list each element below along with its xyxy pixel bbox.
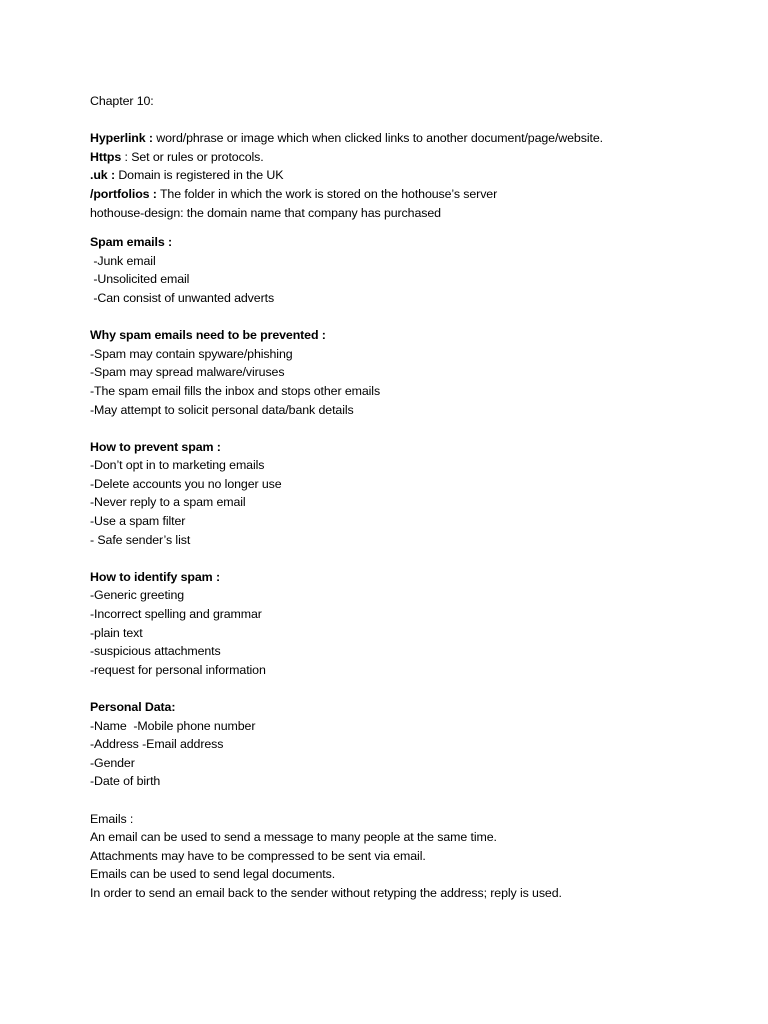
list-item: -suspicious attachments [90,644,221,659]
definition-term: Https [90,149,122,164]
document-page [90,92,740,903]
definition-domain-name [90,204,740,223]
section-heading: How to identify spam : [90,569,220,584]
definition-hyperlink [90,129,740,148]
section-heading: How to prevent spam : [90,439,221,454]
chapter-title: Chapter 10: [90,94,154,108]
spacer [90,549,740,568]
list-item: -Date of birth [90,774,161,789]
section-heading: Spam emails : [90,235,173,250]
list-item: -Can consist of unwanted adverts [90,290,275,305]
list-item: -Junk email [90,253,156,268]
list-item: -Never reply to a spam email [90,495,246,510]
list-item: -Address -Email address [90,737,224,752]
emails-section [90,810,740,903]
list-item: -Spam may contain spyware/phishing [90,346,293,361]
section-heading: Personal Data: [90,700,176,714]
definition-term: .uk : [90,168,115,183]
definitions-block [90,129,740,222]
list-item: -Delete accounts you no longer use [90,476,282,491]
definition-text: word/phrase or image which when clicked links to another document/page/website. [152,131,603,146]
list-item: -Generic greeting [90,588,185,603]
how-prevent-section [90,438,740,550]
definition-term: /portfolios : [90,186,157,201]
list-item: -Spam may spread malware/viruses [90,365,285,380]
spacer [90,791,740,810]
list-item: -The spam email fills the inbox and stops other emails [90,383,381,398]
definition-term: Hyperlink : [90,131,153,146]
spacer [90,308,740,327]
list-item: -Use a spam filter [90,514,186,529]
definition-text: The folder in which the work is stored on the hothouse’s server [156,186,498,201]
definition-https [90,148,740,167]
list-item: In order to send an email back to the sender without retyping the address; reply is used. [90,885,562,900]
list-item: -Gender [90,755,135,770]
list-item: - Safe sender’s list [90,532,191,547]
list-item: -request for personal information [90,662,266,677]
definition-text: Domain is registered in the UK [114,168,284,183]
spacer [90,679,740,698]
section-heading: Why spam emails need to be prevented : [90,328,326,343]
spacer [90,111,740,130]
spam-emails-section [90,233,740,307]
personal-data-section [90,698,740,791]
section-heading: Emails : [90,811,134,826]
list-item: Attachments may have to be compressed to be sent via email. [90,848,426,863]
definition-uk [90,166,740,185]
spacer [90,222,740,233]
how-identify-section [90,568,740,680]
list-item: -plain text [90,625,143,640]
why-prevent-section [90,326,740,419]
list-item: -May attempt to solicit personal data/bank details [90,402,354,417]
definition-portfolios [90,185,740,204]
list-item: -Don’t opt in to marketing emails [90,458,265,473]
list-item: Emails can be used to send legal documents. [90,867,336,882]
list-item: -Unsolicited email [90,272,190,287]
list-item: -Incorrect spelling and grammar [90,607,262,622]
spacer [90,419,740,438]
definition-text: hothouse-design: the domain name that company has purchased [90,205,441,220]
list-item: An email can be used to send a message to many people at the same time. [90,830,497,845]
list-item: -Name -Mobile phone number [90,718,256,733]
definition-text: : Set or rules or protocols. [121,149,264,164]
